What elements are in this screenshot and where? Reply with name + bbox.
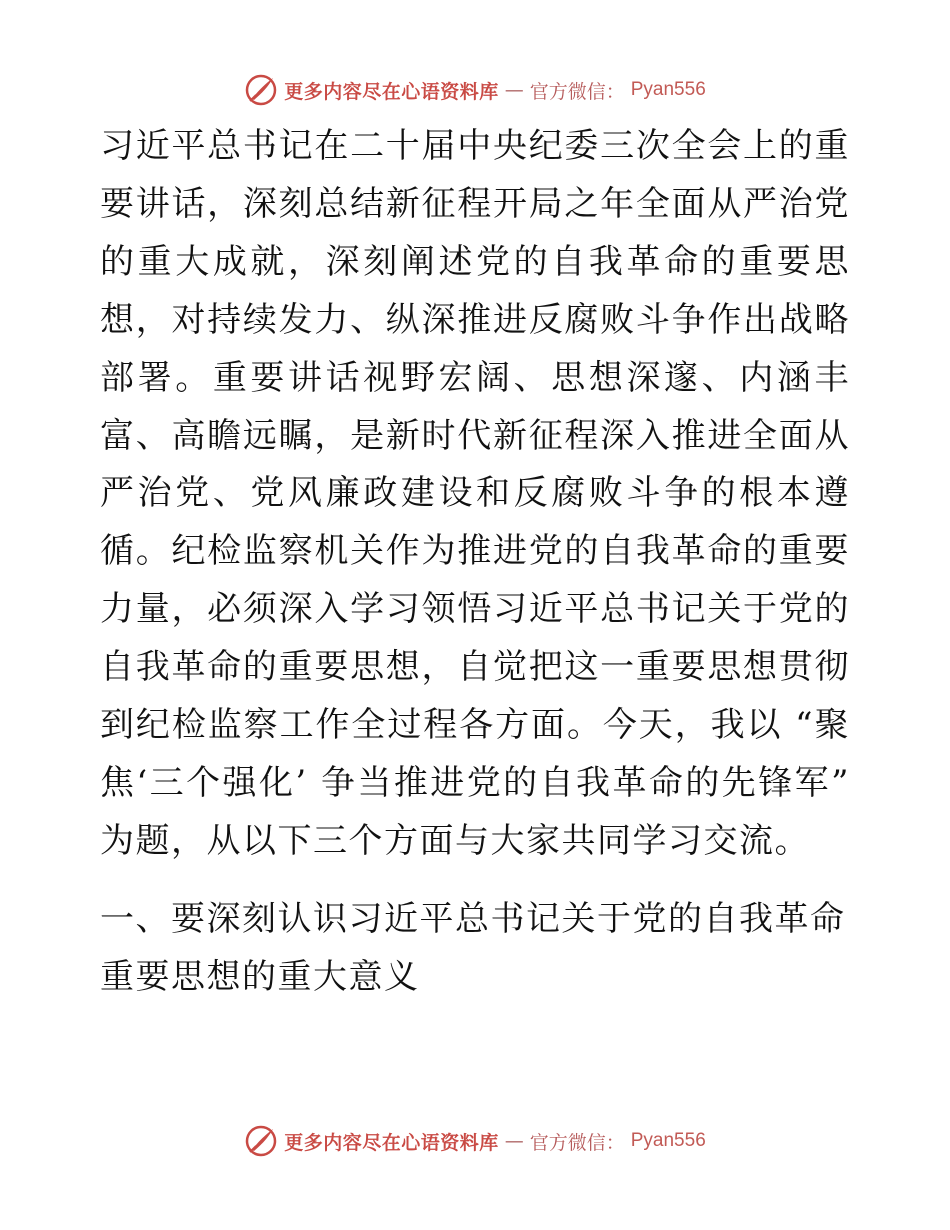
section-heading: 一、要深刻认识习近平总书记关于党的自我革命重要思想的重大意义 — [100, 899, 846, 997]
watermark-separator: — — [504, 1130, 524, 1152]
watermark-wechat-id: Pyan556 — [630, 79, 706, 100]
watermark-official-label: 官方微信： — [529, 1131, 625, 1154]
watermark-wechat-id: Pyan556 — [630, 1130, 706, 1151]
header-watermark — [0, 70, 950, 110]
watermark-main-text: 更多内容尽在心语资料库 — [284, 80, 499, 103]
watermark-separator: — — [504, 79, 524, 101]
body-paragraph: 习近平总书记在二十届中央纪委三次全会上的重要讲话，深刻总结新征程开局之年全面从严治党的重大成就，深刻阐述党的自我革命的重要思想，对持续发力、纵深推进反腐败斗争作出战略部署。重要讲话视野宏阔、思想深邃、内涵丰富、高瞻远瞩，是新时代新征程深入推进全面从严治党、党风廉政建设和反腐败斗争的根本遵循。纪检监察机关作为推进党的自我革命的重要力量，必须深入学习领悟习近平总书记关于党的自我革命的重要思想，自觉把这一重要思想贯彻到纪检监察工作全过程各方面。今天，我以 “聚焦‘三个强化’ 争当推进党的自我革命的先锋军” 为题，从以下三个方面与大家共同学习交流。 — [100, 126, 850, 861]
watermark-main-text: 更多内容尽在心语资料库 — [284, 1131, 499, 1154]
quill-logo-icon — [244, 73, 278, 107]
footer-watermark — [0, 1121, 950, 1161]
watermark-official-label: 官方微信： — [529, 80, 625, 103]
quill-logo-icon — [244, 1124, 278, 1158]
